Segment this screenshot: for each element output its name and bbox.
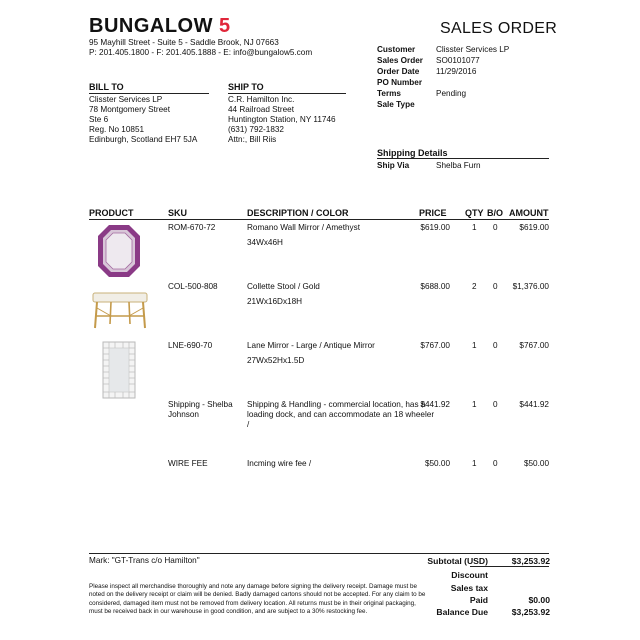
totals-label: Sales tax bbox=[450, 583, 488, 593]
row-description: Incming wire fee / bbox=[247, 459, 312, 468]
meta-label: Order Date bbox=[377, 67, 420, 76]
subtotal-underline bbox=[470, 566, 549, 567]
table-header-divider bbox=[89, 219, 549, 220]
totals-value: $3,253.92 bbox=[511, 607, 550, 617]
row-amount: $50.00 bbox=[523, 459, 549, 468]
row-qty: 1 bbox=[472, 223, 477, 232]
row-dimensions: 34Wx46H bbox=[247, 238, 283, 247]
col-header-sku: SKU bbox=[168, 208, 188, 218]
meta-value: Pending bbox=[436, 89, 467, 98]
col-header-product: PRODUCT bbox=[89, 208, 134, 218]
divider bbox=[377, 158, 549, 159]
meta-label: Customer bbox=[377, 45, 416, 54]
row-qty: 2 bbox=[472, 282, 477, 291]
row-bo: 0 bbox=[493, 223, 498, 232]
ship-via-value: Shelba Furn bbox=[436, 161, 481, 170]
totals-label: Discount bbox=[451, 570, 488, 580]
product-image-octagon-mirror bbox=[97, 224, 141, 278]
totals-label: Paid bbox=[469, 595, 488, 605]
row-sku: ROM-670-72 bbox=[168, 223, 216, 232]
row-bo: 0 bbox=[493, 400, 498, 409]
order-meta bbox=[377, 45, 557, 109]
row-bo: 0 bbox=[493, 282, 498, 291]
col-header-bo: B/O bbox=[487, 208, 504, 218]
totals-value: $0.00 bbox=[528, 595, 550, 605]
col-header-amount: AMOUNT bbox=[509, 208, 549, 218]
col-header-price: PRICE bbox=[419, 208, 447, 218]
row-dimensions: 27Wx52Hx1.5D bbox=[247, 356, 305, 365]
row-description: Shipping & Handling - commercial location, has a loading dock, and can accommodate an 18 wheeler / bbox=[247, 400, 435, 429]
row-bo: 0 bbox=[493, 459, 498, 468]
divider bbox=[228, 93, 346, 94]
meta-label: Sale Type bbox=[377, 100, 415, 109]
row-amount: $619.00 bbox=[519, 223, 549, 232]
row-amount: $441.92 bbox=[519, 400, 549, 409]
totals-label: Balance Due bbox=[436, 607, 488, 617]
row-description: Romano Wall Mirror / Amethyst bbox=[247, 223, 360, 232]
meta-value: 11/29/2016 bbox=[436, 67, 477, 76]
meta-label: Terms bbox=[377, 89, 401, 98]
ship-to-heading: SHIP TO bbox=[228, 82, 264, 92]
row-price: $619.00 bbox=[420, 223, 450, 232]
document-title: SALES ORDER bbox=[440, 20, 558, 37]
row-price: $688.00 bbox=[420, 282, 450, 291]
ship-to-address: C.R. Hamilton Inc. 44 Railroad Street Huntington Station, NY 11746 (631) 792-1832 Attn:, Bill Riis bbox=[228, 95, 336, 144]
disclaimer-text: Please inspect all merchandise thoroughly and note any damage before signing the delivery receipt. Damage must be noted on the delivery receipt or claim will be denied. Badly damaged cartons should not be accepted. For any claim to be considered, damaged item must not be removed from delivery location. All returns must be in their original packaging, must be received back in our warehouse in good condition, and are subject to a 30% restocking fee. bbox=[89, 583, 426, 616]
row-sku: COL-500-808 bbox=[168, 282, 218, 291]
row-amount: $767.00 bbox=[519, 341, 549, 350]
divider bbox=[89, 93, 209, 94]
meta-value: SO0101077 bbox=[436, 56, 480, 65]
shipping-mark: Mark: "GT-Trans c/o Hamilton" bbox=[89, 556, 200, 565]
company-address: 95 Mayhill Street - Suite 5 - Saddle Brook, NJ 07663 bbox=[89, 38, 279, 47]
row-bo: 0 bbox=[493, 341, 498, 350]
ship-via-label: Ship Via bbox=[377, 161, 410, 170]
totals-value: $3,253.92 bbox=[511, 556, 550, 566]
shipping-details-heading: Shipping Details bbox=[377, 148, 448, 158]
bill-to-heading: BILL TO bbox=[89, 82, 124, 92]
row-description: Lane Mirror - Large / Antique Mirror bbox=[247, 341, 375, 350]
row-qty: 1 bbox=[472, 400, 477, 409]
bill-to-address: Clisster Services LP 78 Montgomery Street Ste 6 Reg. No 10851 Edinburgh, Scotland EH7 5JA bbox=[89, 95, 198, 144]
product-image-stool bbox=[91, 290, 149, 330]
row-sku: LNE-690-70 bbox=[168, 341, 213, 350]
row-qty: 1 bbox=[472, 459, 477, 468]
row-sku: WIRE FEE bbox=[168, 459, 208, 468]
row-amount: $1,376.00 bbox=[512, 282, 549, 291]
col-header-description: DESCRIPTION / COLOR bbox=[247, 208, 349, 218]
footer-divider bbox=[89, 553, 549, 554]
meta-label: PO Number bbox=[377, 78, 423, 87]
company-contact: P: 201.405.1800 - F: 201.405.1888 - E: info@bungalow5.com bbox=[89, 48, 313, 57]
row-sku: Shipping - Shelba Johnson bbox=[168, 400, 233, 419]
row-price: $767.00 bbox=[420, 341, 450, 350]
row-price: $50.00 bbox=[424, 459, 450, 468]
meta-label: Sales Order bbox=[377, 56, 423, 65]
product-image-lattice-mirror bbox=[102, 341, 136, 399]
totals-label: Subtotal (USD) bbox=[427, 556, 488, 566]
row-qty: 1 bbox=[472, 341, 477, 350]
row-dimensions: 21Wx16Dx18H bbox=[247, 297, 303, 306]
company-logo: BUNGALOW 5 bbox=[89, 15, 231, 37]
row-price: $441.92 bbox=[420, 400, 450, 409]
meta-value: Clisster Services LP bbox=[436, 45, 510, 54]
row-description: Collette Stool / Gold bbox=[247, 282, 320, 291]
col-header-qty: QTY bbox=[465, 208, 484, 218]
